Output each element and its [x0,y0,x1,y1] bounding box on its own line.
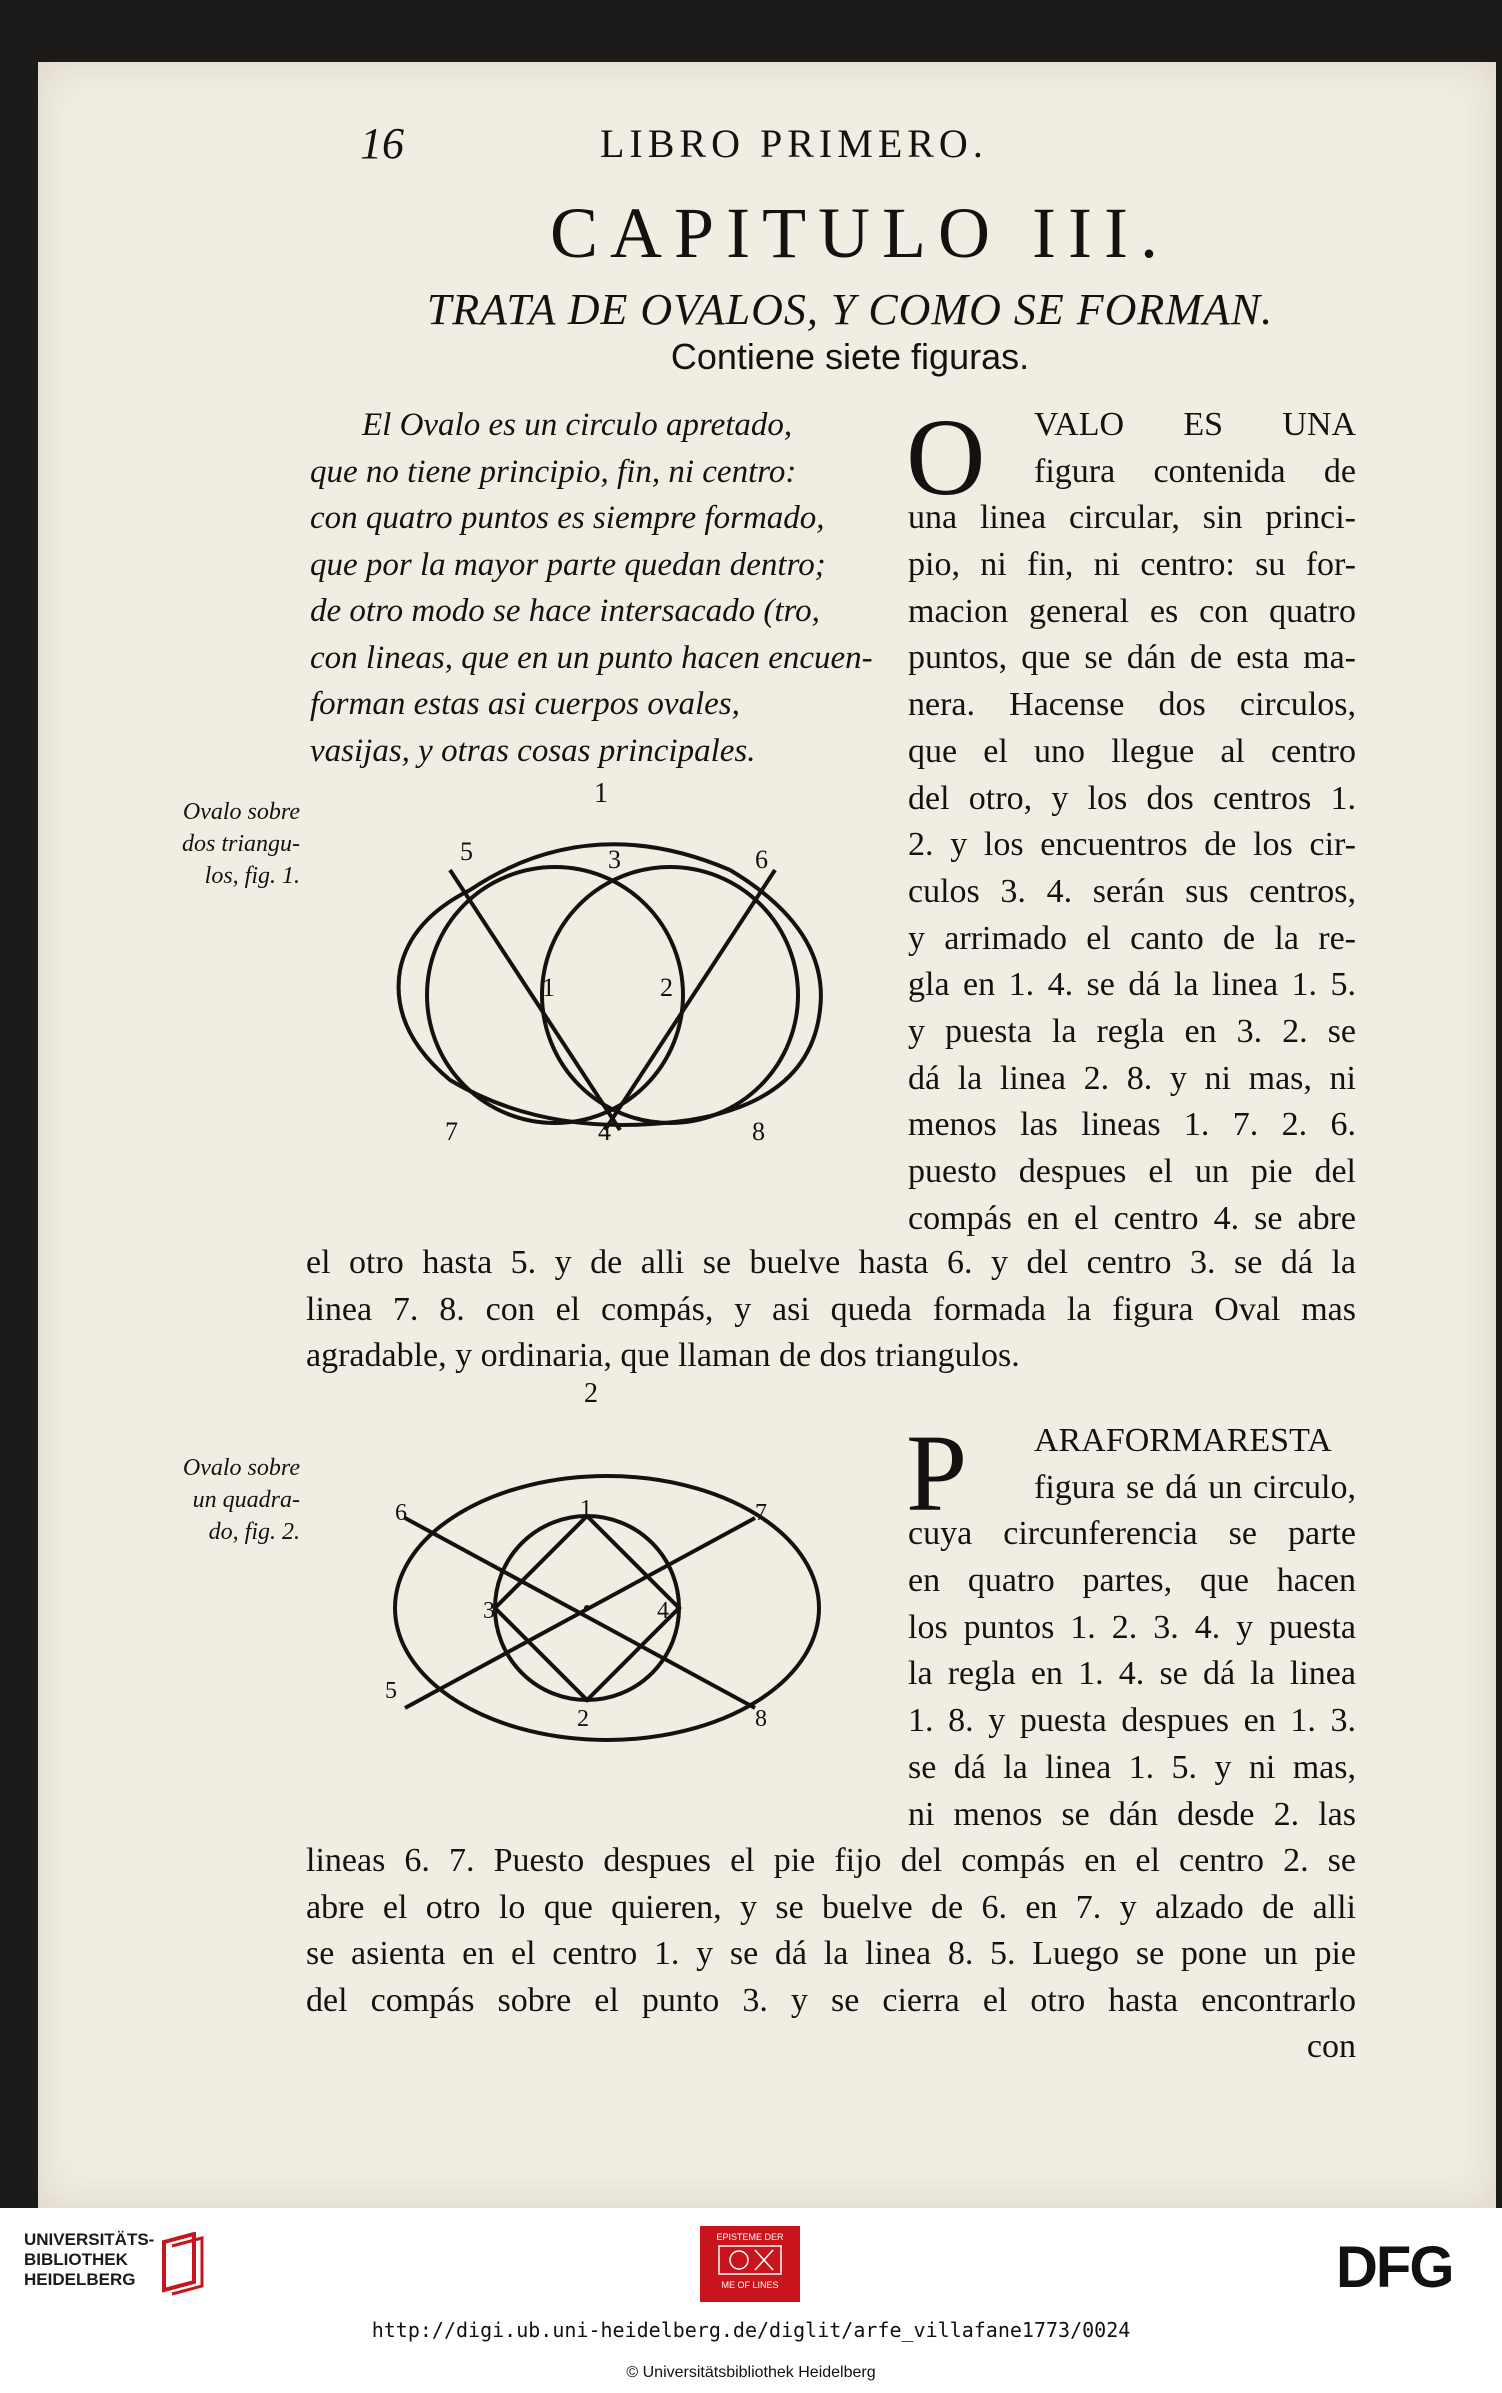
fig2-label: 4 [657,1598,669,1624]
badge-line: ME OF LINES [721,2280,779,2290]
text-line: los puntos 1. 2. 3. 4. y puesta [908,1608,1356,1646]
text-line: el otro hasta 5. y de alli se buelve hasta 6. y del centro 3. se dá la [306,1244,1356,1281]
text-line: y arrimado el canto de la re- [908,919,1356,957]
text-line: lineas 6. 7. Puesto despues el pie fijo del compás en el centro 2. se [306,1842,1356,1879]
text-line: abre el otro lo que quieren, y se buelve de 6. en 7. y alzado de alli [306,1888,1356,1926]
fig1-label: 2 [660,973,673,1002]
fig1-label: 3 [608,845,621,874]
section2-full-width [306,1838,1356,2071]
episteme-figure-icon [715,2242,785,2278]
episteme-badge[interactable] [700,2226,800,2302]
section1-full-width [306,1240,1356,1380]
library-line: UNIVERSITÄTS- [24,2230,155,2249]
figure2-margin-note [160,1452,300,1548]
figure2-oval-diagram [375,1458,850,1748]
figure2-number: 2 [584,1378,598,1409]
text-line: compás en el centro 4. se abre [908,1199,1356,1237]
line-1-5 [450,870,620,1130]
figure1-number: 1 [594,778,608,809]
text-line: 2. y los encuentros de los cir- [908,826,1356,864]
fig2-label: 8 [755,1706,767,1732]
text-line: puntos, que se dán de esta ma- [908,639,1356,677]
text-line: la regla en 1. 4. se dá la linea [908,1655,1356,1693]
text-line: dá la linea 2. 8. y ni mas, ni [908,1059,1356,1097]
margin-line: un quadra- [192,1487,300,1513]
text-line: pio, ni fin, ni centro: su for- [908,546,1356,584]
margin-line: Ovalo sobre [182,1455,300,1481]
text-line: una linea circular, sin princi- [908,499,1356,537]
badge-line: EPISTEME DER [716,2232,784,2242]
catchword: con [1306,2028,1356,2065]
fig1-label: 7 [445,1117,458,1146]
figure1-oval-diagram [390,830,850,1160]
text-line: VALO ES UNA [1034,406,1356,443]
section2-right-column [906,1412,1356,1838]
text-line: del compás sobre el punto 3. y se cierra el otro hasta encontrarlo [306,1981,1356,2019]
text-line: y puesta la regla en 3. 2. se [908,1012,1356,1050]
margin-line: Ovalo sobre [182,799,300,825]
fig1-label: 5 [460,837,473,866]
library-name [24,2230,154,2290]
text-line: que el uno llegue al centro [908,732,1356,770]
text-line: figura contenida de [1034,452,1356,490]
library-line: BIBLIOTHEK [24,2250,128,2269]
verse-line: que por la mayor parte quedan dentro; [310,546,826,583]
text-line: del otro, y los dos centros 1. [908,779,1356,817]
verse-line: forman estas asi cuerpos ovales, [310,686,740,722]
text-line: linea 7. 8. con el compás, y asi queda formada la figura Oval mas [306,1290,1356,1328]
fig2-label: 7 [755,1500,767,1526]
fig1-label: 8 [752,1117,765,1146]
text-line: gla en 1. 4. se dá la linea 1. 5. [908,966,1356,1004]
text-line: 1. 8. y puesta despues en 1. 3. [908,1702,1356,1740]
dfg-logo: DFG [1336,2235,1453,2300]
verse-line: que no tiene principio, fin, ni centro: [310,453,797,490]
verse-line: vasijas, y otras cosas principales. [310,732,756,769]
text-line: se dá la linea 1. 5. y ni mas, [908,1748,1356,1786]
chapter-contents: Contiene siete figuras. [670,336,1030,377]
section1-right-column [906,396,1356,1242]
dropcap-o: O [906,396,986,518]
library-logo-icon [154,2232,208,2296]
fig2-label: 3 [483,1598,495,1624]
text-line: agradable, y ordinaria, que llaman de dos triangulos. [306,1337,1020,1374]
viewer-footer [0,2208,1502,2393]
fig2-label: 5 [385,1678,397,1704]
line-2-6 [605,870,775,1130]
verse-line: con quatro puntos es siempre formado, [310,500,825,536]
page-number: 16 [360,119,404,168]
permalink[interactable]: http://digi.ub.uni-heidelberg.de/diglit/arfe_villafane1773/0024 [371,2318,1131,2342]
copyright: © Universitätsbibliothek Heidelberg [626,2364,876,2381]
margin-line: do, fig. 2. [208,1519,300,1545]
fig2-label: 1 [580,1496,592,1522]
verse-line: de otro modo se hace intersacado (tro, [310,593,820,629]
text-line: se asienta en el centro 1. y se dá la linea 8. 5. Luego se pone un pie [306,1935,1356,1972]
verse-line: El Ovalo es un circulo apretado, [362,407,793,443]
text-line: menos las lineas 1. 7. 2. 6. [908,1106,1356,1144]
text-line: cuya circunferencia se parte [908,1515,1356,1553]
fig1-label: 6 [755,845,768,874]
center-dot [584,1605,590,1611]
text-line: puesto despues el un pie del [908,1153,1356,1190]
fig2-label: 2 [577,1706,589,1732]
text-line: culos 3. 4. serán sus centros, [908,872,1356,910]
running-title: LIBRO PRIMERO. [600,121,988,166]
dropcap-p: P [906,1412,968,1534]
text-line: ARAFORMARESTA [1034,1422,1332,1459]
chapter-heading: CAPITULO III. [550,193,1170,273]
text-line: nera. Hacense dos circulos, [908,686,1356,724]
verse-line: con lineas, que en un punto hacen encuen- [310,639,873,676]
text-line: macion general es con quatro [908,592,1356,630]
text-line: figura se dá un circulo, [1034,1468,1356,1506]
left-circle [427,867,683,1123]
library-line: HEIDELBERG [24,2270,136,2289]
text-line: ni menos se dán desde 2. las [908,1795,1356,1833]
margin-line: los, fig. 1. [204,863,300,889]
chapter-subtitle: TRATA DE OVALOS, Y COMO SE FORMAN. [426,285,1274,334]
fig1-label: 1 [542,973,555,1002]
fig2-label: 6 [395,1500,407,1526]
verse-block [310,402,873,774]
margin-line: dos triangu- [181,831,300,857]
fig1-label: 4 [598,1117,611,1146]
figure1-margin-note [160,796,300,892]
text-line: en quatro partes, que hacen [908,1562,1356,1600]
